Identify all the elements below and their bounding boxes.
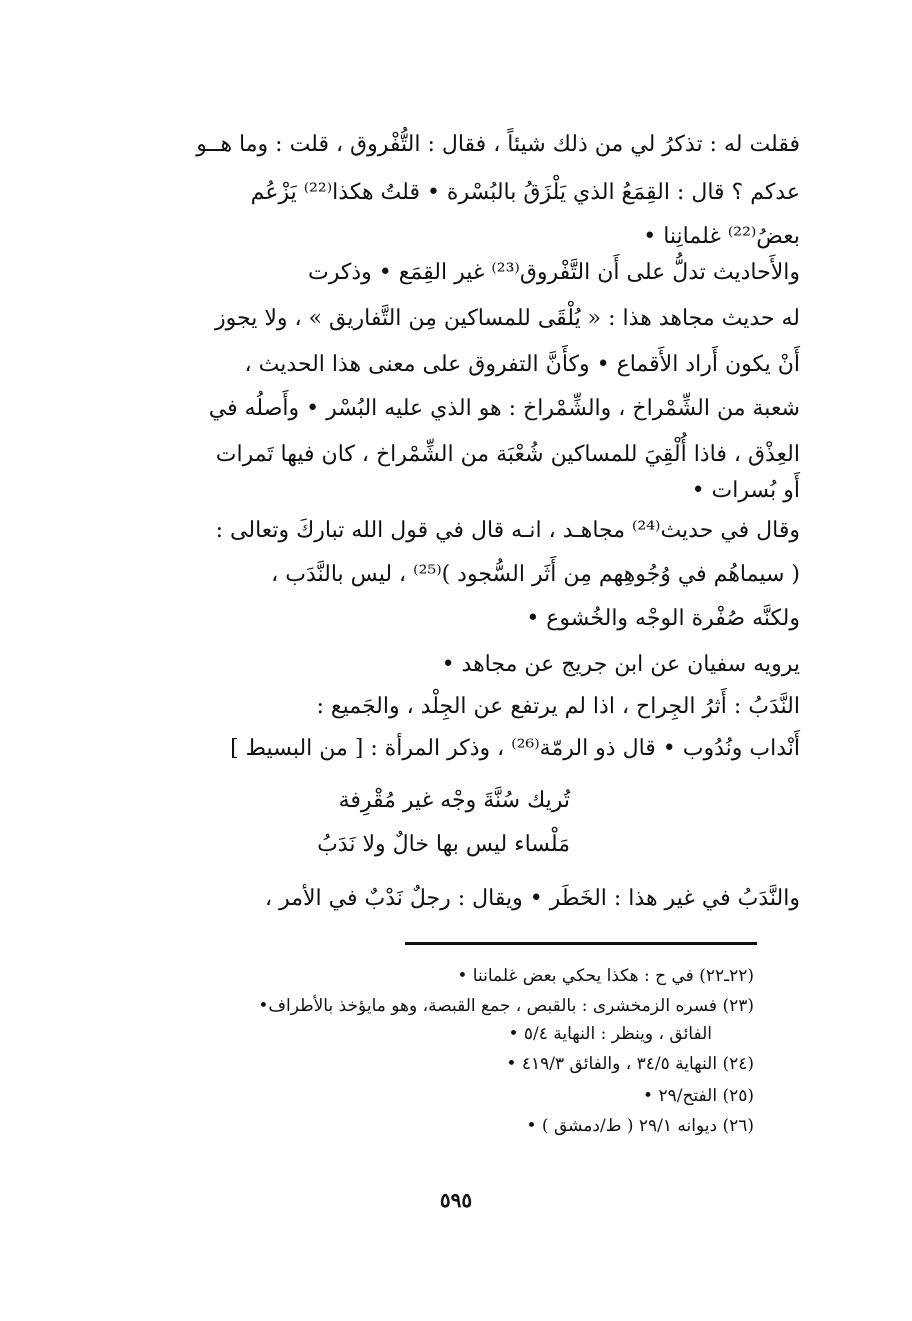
body-line-2: عدكم ؟ قال : القِمَعُ الذي يَلْزَقُ بالبُسْرة • قلتُ هكذا⁽²²⁾ يَزْعُم <box>250 180 800 205</box>
body-line-4: والأَحاديث تدلُّ على أَن التَّفْروق⁽²³⁾ غير القِمَع • وذكرت <box>308 260 800 285</box>
page-number: ٥٩٥ <box>439 1188 473 1212</box>
footnote-24: (٢٤) النهاية ٣٤/٥ ، والفائق ٤١٩/٣ • <box>506 1054 754 1074</box>
footnote-23-cont: الفائق ، وينظر : النهاية ٥/٤ • <box>508 1024 712 1044</box>
body-line-13: يرويه سفيان عن ابن جريج عن مجاهد • <box>441 652 800 677</box>
body-line-10: وقال في حديث⁽²⁴⁾ مجاهـد ، انـه قال في قول الله تباركَ وتعالى : <box>215 518 800 543</box>
body-line-14: النَّدَبُ : أَثرُ الجِراح ، اذا لم يرتفع عن الجِلْد ، والجَميع : <box>316 694 800 719</box>
footnote-22: (٢٢ـ٢٢) في ح : هكذا يحكي بعض غلماننا • <box>457 966 754 986</box>
body-line-closing: والنَّدَبُ في غير هذا : الخَطَر • ويقال : رجلٌ نَدْبٌ في الأمر ، <box>264 886 800 911</box>
body-line-15: أَنْداب ونُدُوب • قال ذو الرمّة⁽²⁶⁾ ، وذكر المرأة : [ من البسيط ] <box>230 736 800 761</box>
body-line-11: ( سيماهُم في وُجُوهِهم مِن أَثَر السُّجود )⁽²⁵⁾ ، ليس بالنَّدَب ، <box>271 562 800 587</box>
body-line-5: له حديث مجاهد هذا : « يُلْقَى للمساكين مِن التَّفاريق » ، ولا يجوز <box>215 306 800 331</box>
footnote-23: (٢٣) فسره الزمخشرى : بالقبص ، جمع القبصة، وهو مايؤخذ بالأطراف• <box>258 996 754 1016</box>
body-line-9: أَو بُسرات • <box>691 478 800 503</box>
body-line-12: ولكنَّه صُفْرة الوجْه والخُشوع • <box>526 606 800 631</box>
body-line-3: بعضُ⁽²²⁾ غلمانِنا • <box>643 224 800 249</box>
footnote-26: (٢٦) ديوانه ٢٩/١ ( ط/دمشق ) • <box>526 1116 754 1136</box>
body-line-6: أَنْ يكون أَراد الأَقماع • وكأَنَّ التفروق على معنى هذا الحديث ، <box>244 352 800 377</box>
body-line-1: فقلت له : تذكرُ لي من ذلك شيئاً ، فقال : التُّفْروق ، قلت : وما هــو <box>196 132 800 157</box>
verse-line-2: مَلْساء ليس بها خالٌ ولا نَدَبُ <box>317 832 570 857</box>
body-line-7: شعبة من الشِّمْراخ ، والشِّمْراخ : هو الذي عليه البُسْر • وأَصلُه في <box>208 396 800 421</box>
footnote-25: (٢٥) الفتح/٢٩ • <box>643 1086 754 1106</box>
body-line-8: العِذْق ، فاذا أُلْقِيَ للمساكين شُعْبَة من الشِّمْراخ ، كان فيها تَمرات <box>215 442 800 467</box>
verse-line-1: تُريك سُنَّةَ وجْه غير مُقْرِفة <box>338 788 570 813</box>
footnote-divider <box>405 942 757 945</box>
